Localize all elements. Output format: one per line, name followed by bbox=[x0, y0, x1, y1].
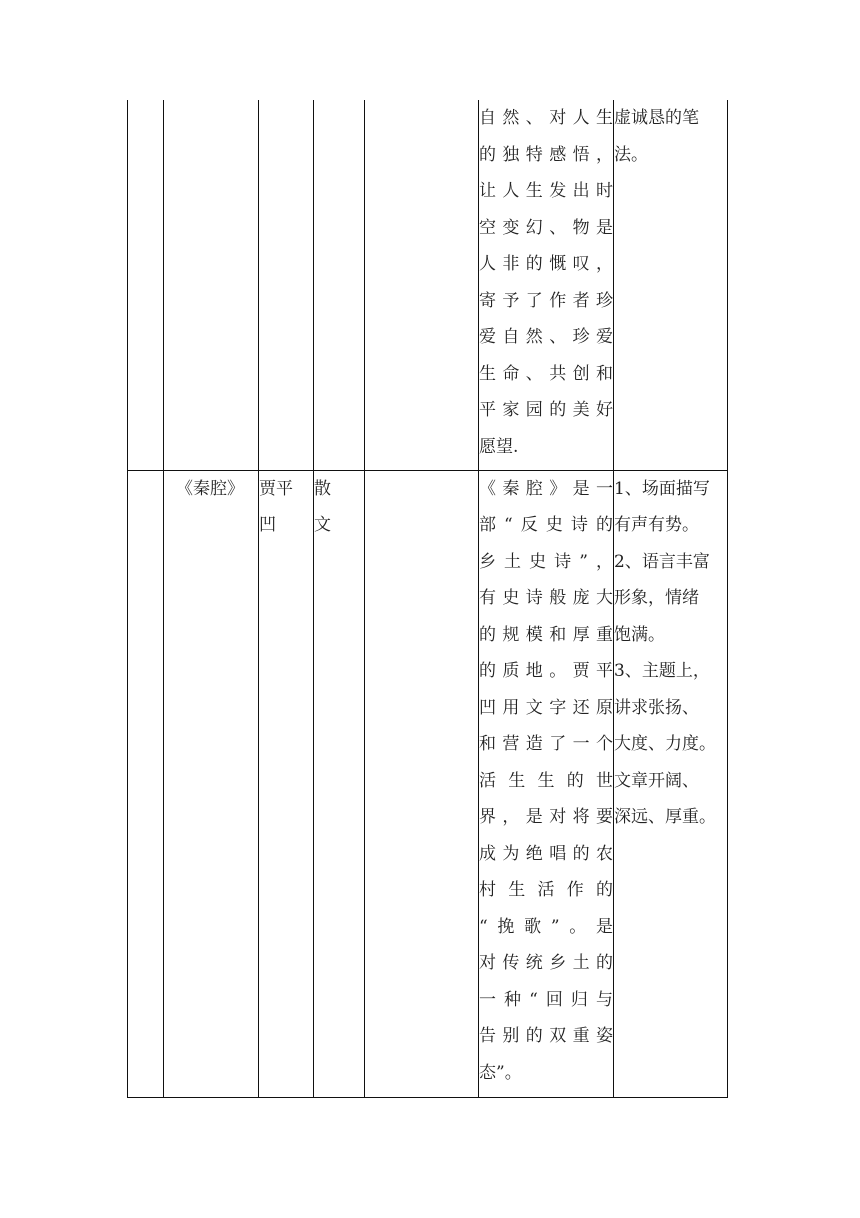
author-line: 贾平 bbox=[259, 478, 293, 499]
content-line: 和营造了一个 bbox=[479, 734, 613, 754]
content-line: 凹用文字还原 bbox=[479, 697, 613, 718]
genre-cell bbox=[314, 100, 365, 470]
feature-line: 1、场面描写 bbox=[614, 478, 710, 499]
content-line: 一种“回归与 bbox=[479, 989, 613, 1010]
content-line: 乡土史诗”， bbox=[479, 551, 613, 572]
content-line: 界，是对将要 bbox=[479, 807, 613, 827]
content-line: 的独特感悟， bbox=[479, 144, 613, 165]
content-line: 对传统乡土的 bbox=[479, 953, 613, 973]
index-cell bbox=[128, 470, 164, 1097]
feature-line: 饱满。 bbox=[614, 624, 665, 645]
genre-line: 文 bbox=[314, 515, 331, 535]
literature-table bbox=[127, 100, 728, 1098]
feature-cell bbox=[614, 470, 728, 1097]
title-cell bbox=[164, 470, 259, 1097]
content-line: “挽歌”。是 bbox=[479, 916, 613, 937]
feature-cell bbox=[614, 100, 728, 470]
feature-line: 2、语言丰富 bbox=[614, 551, 710, 572]
feature-line: 形象，情绪 bbox=[614, 588, 699, 608]
content-cell bbox=[479, 470, 614, 1097]
content-line: 《秦腔》是一 bbox=[479, 478, 613, 499]
feature-line: 讲求张扬、 bbox=[614, 697, 699, 718]
content-line: 生命、共创和 bbox=[479, 363, 613, 384]
content-line: 自然、对人生 bbox=[479, 108, 613, 128]
author-cell bbox=[259, 100, 314, 470]
feature-line: 有声有势。 bbox=[614, 515, 699, 535]
content-line: 寄予了作者珍 bbox=[479, 290, 613, 311]
feature-line: 3、主题上， bbox=[614, 661, 710, 681]
content-cell bbox=[479, 100, 614, 470]
author-line: 凹 bbox=[259, 515, 276, 535]
feature-line: 深远、厚重。 bbox=[614, 807, 716, 827]
author-cell bbox=[259, 470, 314, 1097]
table-row bbox=[128, 470, 728, 1097]
content-line: 成为绝唱的农 bbox=[479, 843, 613, 864]
content-line: 的规模和厚重 bbox=[479, 624, 613, 645]
content-line: 的质地。贾平 bbox=[479, 661, 613, 681]
content-line: 告别的双重姿 bbox=[479, 1026, 613, 1046]
blank-cell bbox=[365, 470, 479, 1097]
index-cell bbox=[128, 100, 164, 470]
feature-line: 大度、力度。 bbox=[614, 734, 716, 754]
content-line: 部“反史诗的 bbox=[479, 515, 613, 535]
content-line: 人非的慨叹， bbox=[479, 254, 613, 274]
content-line: 让人生发出时 bbox=[479, 181, 613, 201]
blank-cell bbox=[365, 100, 479, 470]
content-line: 爱自然、珍爱 bbox=[479, 327, 613, 347]
content-line: 平家园的美好 bbox=[479, 400, 613, 420]
table-row bbox=[128, 100, 728, 470]
feature-line: 文章开阔、 bbox=[614, 770, 699, 791]
feature-line: 虚诚恳的笔 bbox=[614, 108, 699, 128]
content-line: 愿望. bbox=[479, 436, 519, 457]
genre-cell bbox=[314, 470, 365, 1097]
content-line: 态”。 bbox=[479, 1062, 522, 1083]
content-line: 有史诗般庞大 bbox=[479, 588, 613, 608]
content-line: 村生活作的 bbox=[479, 880, 613, 900]
title-cell bbox=[164, 100, 259, 470]
content-line: 活生生的世 bbox=[479, 770, 613, 791]
work-title: 《秦腔》 bbox=[176, 478, 244, 499]
content-line: 空变幻、物是 bbox=[479, 217, 613, 238]
genre-line: 散 bbox=[314, 478, 331, 499]
feature-line: 法。 bbox=[614, 144, 648, 165]
